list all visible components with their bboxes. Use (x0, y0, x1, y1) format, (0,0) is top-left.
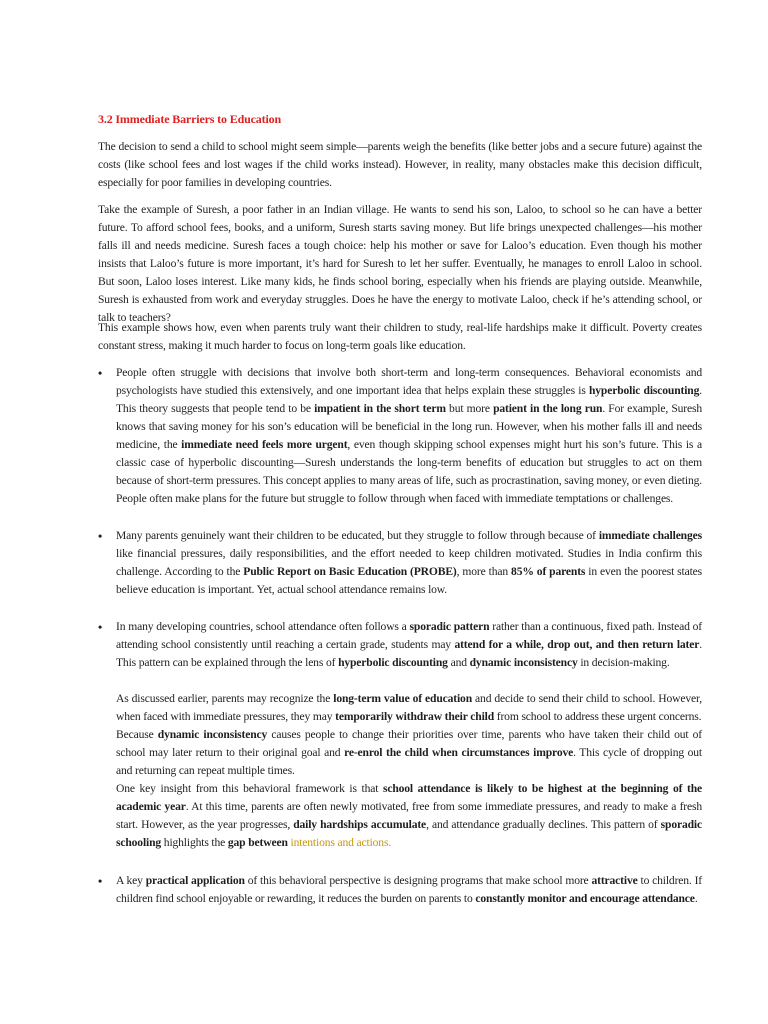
bullet-text (116, 618, 702, 852)
bullet-text: People often struggle with decisions that involve both short-term and long-term consequences. Behavioral economists and psychologists have studied this extensively, and one important idea that helps explain these struggles is hyperbolic discounting. This theory suggests that people tend to be impatient in the short term but more patient in the long run. For example, Suresh knows that saving money for his son’s education will be beneficial in the long run. However, when his mother falls ill and needs medicine, the immediate need feels more urgent, even though skipping school expenses might hurt his son’s future. This is a classic case of hyperbolic discounting—Suresh understands the long-term benefits of education but struggles to act on them because of short-term pressures. This concept applies to many areas of life, such as procrastination, saving money, or even dieting. People often make plans for the future but struggle to follow through when faced with immediate temptations or challenges. (116, 366, 702, 505)
bullet-item-sporadic-pattern (98, 618, 702, 852)
highlighted-phrase: intentions and actions (290, 836, 389, 849)
bullet-item-practical-application (98, 872, 702, 908)
bullet-marker: • (98, 620, 103, 634)
bullet-item-hyperbolic-discounting (98, 364, 702, 508)
section-heading: 3.2 Immediate Barriers to Education (98, 112, 282, 126)
bullet-sporadic-intro: In many developing countries, school attendance often follows a sporadic pattern rather than a continuous, fixed path. Instead of attending school consistently until reaching a certain grade, students may attend for a while, drop out, and then return later. This pattern can be explained through the lens of hyperbolic discounting and dynamic inconsistency in decision-making. (116, 620, 703, 669)
bullet-text: A key practical application of this behavioral perspective is designing programs that make school more attractive to children. If children find school enjoyable or rewarding, it reduces the burden on parents to constantly monitor and encourage attendance. (116, 874, 703, 905)
bullet-sporadic-continuation: As discussed earlier, parents may recognize the long-term value of education and decide to send their child to school. However, when faced with immediate pressures, they may temporarily withdraw their child from school to address these urgent concerns. Because dynamic inconsistency causes people to change their priorities over time, parents who have taken their child out of school may later return to their original goal and re-enrol the child when circumstances improve. This cycle of dropping out and returning can repeat multiple times. One key insight from this behavioral framework is that school attendance is likely to be highest at the beginning of the academic year. At this time, parents are often newly motivated, free from some immediate pressures, and ready to make a fresh start. However, as the year progresses, daily hardships accumulate, and attendance gradually declines. This pattern of sporadic schooling highlights the gap between intentions and actions. (116, 692, 702, 849)
paragraph-intro: The decision to send a child to school might seem simple—parents weigh the benefits (like better jobs and a secure future) against the costs (like school fees and lost wages if the child works instead). However, in reality, many obstacles make this decision difficult, especially for poor families in developing countries. (98, 140, 702, 189)
bullet-marker: • (98, 874, 103, 888)
paragraph-suresh-example: Take the example of Suresh, a poor father in an Indian village. He wants to send his son, Laloo, to school so he can have a better future. To afford school fees, books, and a uniform, Suresh starts saving money. But life brings unexpected challenges—his mother falls ill and needs medicine. Suresh faces a tough choice: help his mother or save for Laloo’s education. Even though his mother insists that Laloo’s future is more important, it’s hard for Suresh to let her suffer. Eventually, he manages to enroll Laloo in school. But soon, Laloo loses interest. Like many kids, he finds school boring, especially when his friends are playing outside. Meanwhile, Suresh is exhausted from work and everyday struggles. Does he have the energy to motivate Laloo, check if he’s attending school, or talk to teachers? (98, 203, 702, 324)
bullet-text: Many parents genuinely want their children to be educated, but they struggle to follow through because of immediate challenges like financial pressures, daily responsibilities, and the effort needed to keep children motivated. Studies in India confirm this challenge. According to the Public Report on Basic Education (PROBE), more than 85% of parents in even the poorest states believe education is important. Yet, actual school attendance remains low. (116, 529, 703, 596)
paragraph-poverty-stress: This example shows how, even when parents truly want their children to study, real-life hardships make it difficult. Poverty creates constant stress, making it much harder to focus on long-term goals like education. (98, 321, 702, 352)
bullet-marker: • (98, 366, 103, 380)
bullet-item-immediate-challenges (98, 527, 702, 599)
bullet-marker: • (98, 529, 103, 543)
